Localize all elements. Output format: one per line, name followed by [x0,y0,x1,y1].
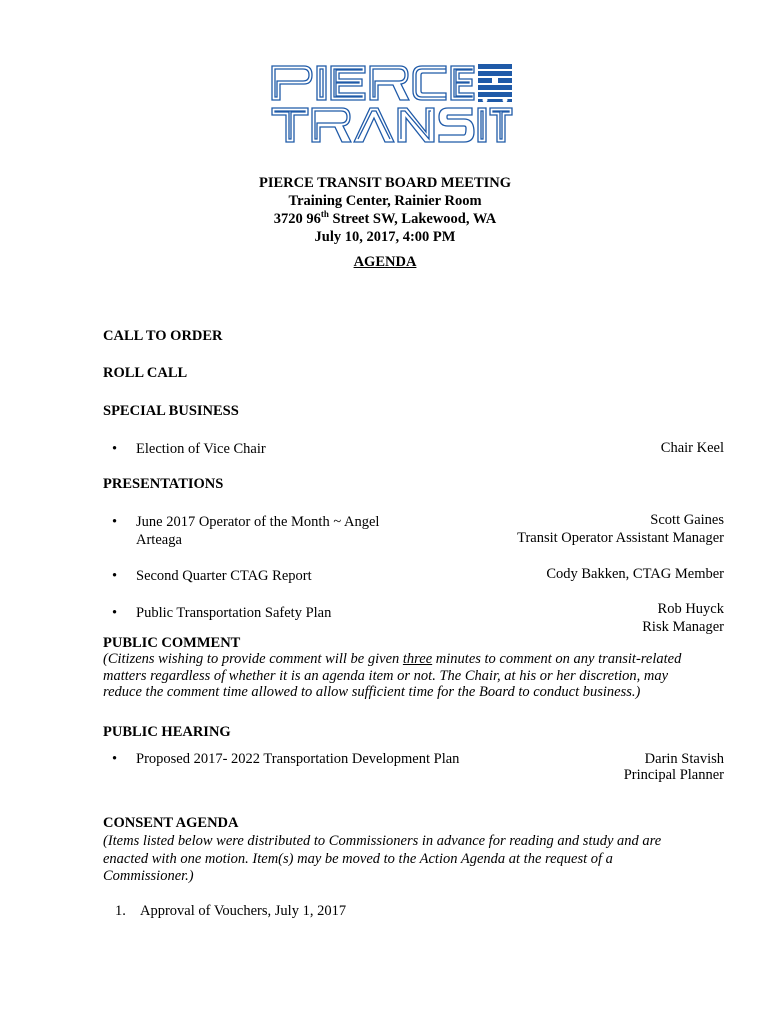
agenda-item-text: Public Transportation Safety Plan [136,605,332,621]
meeting-location: Training Center, Rainier Room [288,193,482,209]
meeting-title: PIERCE TRANSIT BOARD MEETING [258,175,512,191]
section-presentations: PRESENTATIONS [103,476,224,492]
presenter-title: Transit Operator Assistant Manager [517,530,724,546]
agenda-item-text: Proposed 2017- 2022 Transportation Development Plan [136,751,460,767]
consent-agenda-note [103,833,733,886]
meeting-header [0,174,770,246]
presenter: Chair Keel [660,440,724,456]
bullet-icon: • [112,751,118,767]
agenda-item-text-cont: Arteaga [136,532,182,548]
note-line: reduce the comment time allowed to allow sufficient time for the Board to conduct business.) [103,684,641,700]
note-line: (Citizens wishing to provide comment will be given three minutes to comment on any transit-related [103,651,682,667]
section-public-hearing: PUBLIC HEARING [103,724,231,740]
presenter: Darin Stavish [644,751,724,767]
note-line: Commissioner.) [103,868,194,884]
section-roll-call: ROLL CALL [103,365,188,381]
note-line: enacted with one motion. Item(s) may be moved to the Action Agenda at the request of a [103,850,613,867]
pierce-transit-logo [270,62,514,146]
agenda-item-text: Second Quarter CTAG Report [136,568,312,584]
presenter-title: Risk Manager [642,619,724,635]
presenter-title: Principal Planner [623,767,724,783]
bullet-icon: • [112,605,118,621]
section-public-comment: PUBLIC COMMENT [103,635,241,651]
agenda-item-text: June 2017 Operator of the Month ~ Angel [136,514,380,530]
meeting-datetime: July 10, 2017, 4:00 PM [314,229,456,245]
section-call-to-order: CALL TO ORDER [103,328,223,344]
bullet-icon: • [112,441,118,457]
agenda-item-text: Approval of Vouchers, July 1, 2017 [140,903,347,919]
bullet-icon: • [112,514,118,530]
section-special-business: SPECIAL BUSINESS [103,403,239,419]
note-line: matters regardless of whether it is an agenda item or not. The Chair, at his or her discretion, may [103,667,669,684]
note-line: (Items listed below were distributed to Commissioners in advance for reading and study and are [103,833,662,849]
public-comment-note [103,651,733,701]
section-consent-agenda: CONSENT AGENDA [103,815,239,831]
bullet-icon: • [112,568,118,584]
meeting-address: 3720 96th Street SW, Lakewood, WA [273,209,497,227]
agenda-item-text: Election of Vice Chair [136,441,266,457]
presenter: Cody Bakken, CTAG Member [546,566,724,582]
presenter: Scott Gaines [650,512,724,528]
agenda-heading: AGENDA [353,254,417,270]
presenter: Rob Huyck [657,601,724,617]
item-number: 1. [115,903,126,919]
